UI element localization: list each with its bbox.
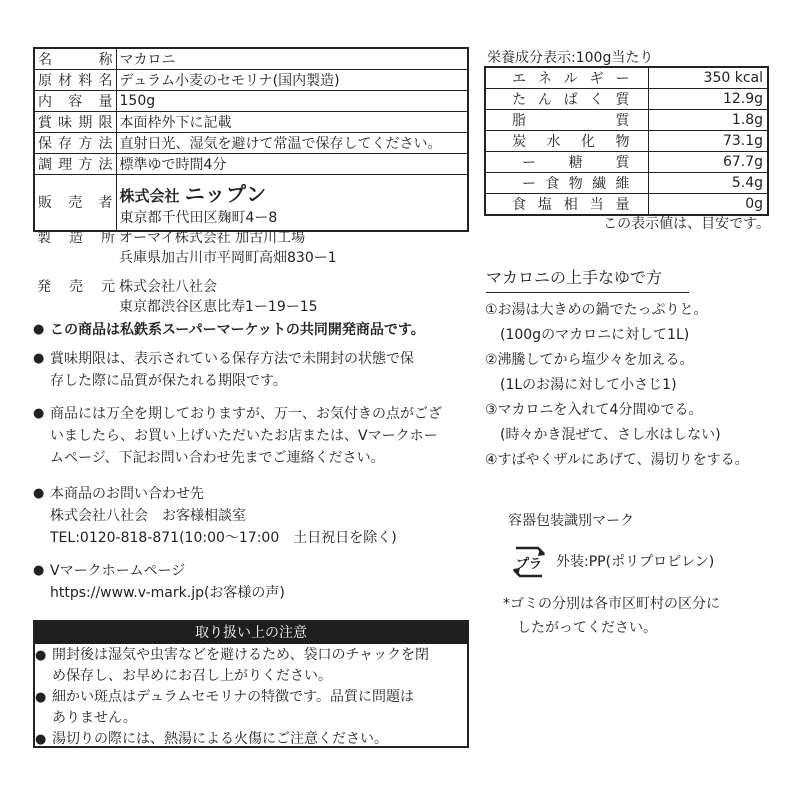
nutrition-name: たんぱく質	[485, 89, 648, 110]
info-row	[34, 133, 468, 154]
quality-line-3: ムページ、下記お問い合わせ先までご連絡ください。	[50, 450, 385, 466]
contact-company: 株式会社八社会 お客様相談室	[50, 508, 246, 524]
info-row	[34, 91, 468, 112]
quality-line-1: ● 商品には万全を期しておりますが、万一、お気付きの点がござ	[33, 403, 473, 425]
nutrition-value: 12.9g	[648, 89, 768, 110]
contact-notice	[33, 483, 473, 549]
manufacturer-line2: 兵庫県加古川市平岡町高畑830ー1	[119, 250, 337, 266]
nutrition-value: 350 kcal	[648, 67, 768, 89]
joint-development-notice: ● この商品は私鉄系スーパーマーケットの共同開発商品です。	[33, 319, 473, 341]
info-row	[34, 70, 468, 91]
nutrition-row	[485, 131, 768, 152]
nutrition-row	[485, 67, 768, 89]
handling-notes-title: 取り扱い上の注意	[35, 622, 467, 644]
cooking-step-1: ①お湯は大きめの鍋でたっぷりと。	[485, 302, 708, 318]
quality-notice	[33, 403, 473, 469]
packaging-note-line-1: *ゴミの分別は各市区町村の区分に	[503, 596, 720, 612]
cooking-step-2: ②沸騰してから塩少々を加える。	[485, 352, 694, 368]
info-value: 標準ゆで時間4分	[116, 154, 468, 175]
contact-title: ● 本商品のお問い合わせ先	[33, 483, 473, 505]
info-value: 150g	[116, 91, 468, 112]
info-label: 内容量	[34, 91, 116, 112]
nutrition-row	[485, 152, 768, 173]
expiry-notice	[33, 348, 473, 392]
nutrition-value: 67.7g	[648, 152, 768, 173]
handling-note-2b: ありません。	[52, 710, 137, 726]
cooking-steps	[485, 298, 749, 473]
distributor-line1: 株式会社八社会	[119, 279, 217, 295]
manufacturer-line1: オーマイ株式会社 加古川工場	[119, 230, 306, 246]
handling-note-3: ● 湯切りの際には、熱湯による火傷にご注意ください。	[35, 729, 467, 750]
handling-note-2a: ● 細かい斑点はデュラムセモリナの特徴です。品質に問題は	[35, 687, 467, 708]
notice-list	[33, 319, 473, 341]
info-label: 賞味期限	[34, 112, 116, 133]
nutrition-name: ー糖質	[485, 152, 648, 173]
handling-note-1b: め保存し、お早めにお召し上がりください。	[52, 668, 332, 684]
expiry-line-2: 存した際に品質が保たれる期限です。	[50, 373, 287, 389]
handling-notes-body	[35, 644, 467, 750]
pla-recycle-icon	[508, 544, 550, 580]
nutrition-name: 食塩相当量	[485, 194, 648, 216]
nutrition-value: 0g	[648, 194, 768, 216]
cooking-title: マカロニの上手なゆで方	[486, 265, 689, 293]
nutrition-title: 栄養成分表示:100g当たり	[487, 50, 654, 66]
cooking-step-4: ④すばやくザルにあげて、湯切りをする。	[485, 452, 749, 468]
info-label: 保存方法	[34, 133, 116, 154]
nutrition-name: 脂質	[485, 110, 648, 131]
nutrition-name: 炭水化物	[485, 131, 648, 152]
vmark-title: ● Vマークホームページ	[33, 560, 473, 582]
cooking-step-1-sub: (100gのマカロニに対して1L)	[500, 327, 690, 343]
distributor-line2: 東京都渋谷区恵比寿1ー19ー15	[119, 299, 318, 315]
nutrition-row	[485, 110, 768, 131]
info-value: 直射日光、湿気を避けて常温で保存してください。	[116, 133, 468, 154]
seller-row	[34, 175, 468, 231]
seller-company-name: ニップン	[184, 181, 268, 206]
seller-address: 東京都千代田区麹町4ー8	[119, 209, 278, 226]
distributor-label: 発売元	[37, 279, 115, 295]
nutrition-value: 1.8g	[648, 110, 768, 131]
info-label: 名称	[34, 48, 116, 70]
pla-mark-text: プラ	[516, 557, 543, 572]
contact-tel: TEL:0120-818-871(10:00～17:00 土日祝日を除く)	[50, 530, 397, 546]
info-value: マカロニ	[116, 48, 468, 70]
nutrition-value: 73.1g	[648, 131, 768, 152]
manufacturer-block	[37, 227, 337, 266]
nutrition-table	[484, 66, 769, 216]
seller-label: 販売者	[34, 175, 116, 231]
packaging-title: 容器包装識別マーク	[508, 513, 634, 529]
vmark-notice	[33, 560, 473, 604]
info-label: 原材料名	[34, 70, 116, 91]
info-row	[34, 154, 468, 175]
packaging-material: 外装:PP(ポリプロピレン)	[556, 554, 715, 570]
packaging-note-line-2: したがってください。	[517, 620, 657, 636]
nutrition-row	[485, 89, 768, 110]
handling-notes-box	[33, 620, 469, 748]
info-value: デュラム小麦のセモリナ(国内製造)	[116, 70, 468, 91]
info-value: 本面枠外下に記載	[116, 112, 468, 133]
distributor-value	[119, 276, 318, 316]
seller-value	[116, 175, 468, 231]
info-row	[34, 48, 468, 70]
manufacturer-value	[119, 227, 337, 267]
nutrition-name: ー食物繊維	[485, 173, 648, 194]
info-row	[34, 112, 468, 133]
handling-note-1a: ● 開封後は湿気や虫害などを避けるため、袋口のチャックを閉	[35, 645, 467, 666]
product-info-table	[33, 47, 469, 232]
nutrition-name: エネルギー	[485, 67, 648, 89]
cooking-step-2-sub: (1Lのお湯に対して小さじ1)	[500, 377, 677, 393]
distributor-block	[37, 276, 318, 315]
nutrition-row	[485, 194, 768, 216]
nutrition-note: この表示値は、目安です。	[603, 216, 770, 232]
seller-company	[120, 178, 465, 207]
nutrition-row	[485, 173, 768, 194]
packaging-note	[503, 592, 720, 640]
info-label: 調理方法	[34, 154, 116, 175]
cooking-step-3-sub: (時々かき混ぜて、さし水はしない)	[500, 427, 721, 443]
manufacturer-label: 製造所	[37, 230, 115, 246]
quality-line-2: いましたら、お買い上げいただいたお店または、Vマークホー	[50, 428, 438, 444]
seller-company-prefix: 株式会社	[119, 186, 180, 205]
vmark-url: https://www.v-mark.jp(お客様の声)	[50, 585, 285, 601]
expiry-line-1: ● 賞味期限は、表示されている保存方法で未開封の状態で保	[33, 348, 473, 370]
cooking-step-3: ③マカロニを入れて4分間ゆでる。	[485, 402, 703, 418]
nutrition-value: 5.4g	[648, 173, 768, 194]
